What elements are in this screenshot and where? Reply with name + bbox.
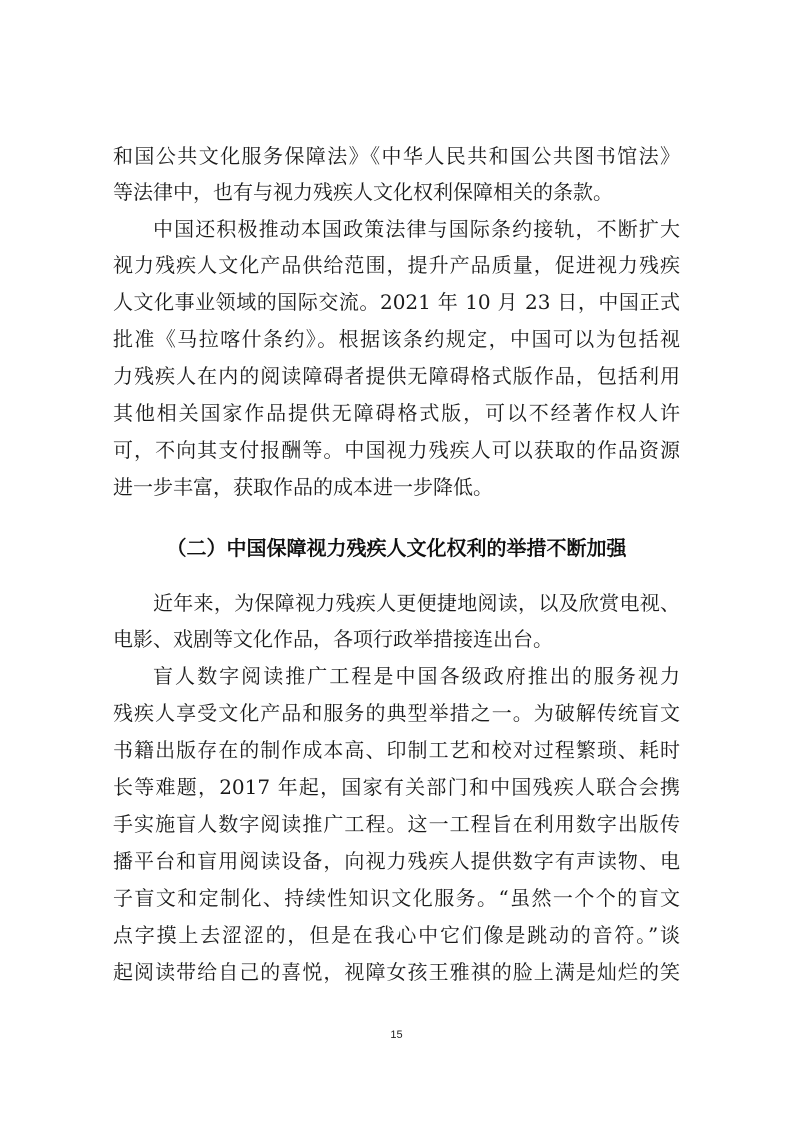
paragraph-2-line-1: 中国还积极推动本国政策法律与国际条约接轨，不断扩大 [153, 217, 680, 241]
paragraph-2-line-8: 进一步丰富，获取作品的成本进一步降低。 [113, 475, 493, 499]
paragraph-2-line-5: 力残疾人在内的阅读障碍者提供无障碍格式版作品，包括利用 [113, 364, 680, 388]
paragraph-4-line-1: 盲人数字阅读推广工程是中国各级政府推出的服务视力 [153, 664, 680, 688]
section-heading: （二）中国保障视力残疾人文化权利的举措不断加强 [166, 536, 627, 560]
paragraph-4-line-7: 子盲文和定制化、持续性知识文化服务。“虽然一个个的盲文 [113, 886, 680, 910]
paragraph-2-line-3: 人文化事业领域的国际交流。2021 年 10 月 23 日，中国正式 [113, 290, 680, 314]
paragraph-2-line-2: 视力残疾人文化产品供给范围，提升产品质量，促进视力残疾 [113, 253, 680, 277]
paragraph-2-line-6: 其他相关国家作品提供无障碍格式版，可以不经著作权人许 [113, 401, 680, 425]
paragraph-1-line-2: 等法律中，也有与视力残疾人文化权利保障相关的条款。 [113, 180, 613, 204]
paragraph-2-line-4: 批准《马拉喀什条约》。根据该条约规定，中国可以为包括视 [113, 327, 680, 351]
paragraph-4-line-8: 点字摸上去涩涩的，但是在我心中它们像是跳动的音符。”谈 [113, 923, 680, 947]
paragraph-3-line-1: 近年来，为保障视力残疾人更便捷地阅读，以及欣赏电视、 [153, 591, 680, 615]
paragraph-4-line-6: 播平台和盲用阅读设备，向视力残疾人提供数字有声读物、电 [113, 849, 680, 873]
paragraph-3-line-2: 电影、戏剧等文化作品，各项行政举措接连出台。 [113, 627, 553, 651]
paragraph-4-line-4: 长等难题，2017 年起，国家有关部门和中国残疾人联合会携 [113, 775, 680, 799]
paragraph-4-line-5: 手实施盲人数字阅读推广工程。这一工程旨在利用数字出版传 [113, 812, 680, 836]
paragraph-2-line-7: 可，不向其支付报酬等。中国视力残疾人可以获取的作品资源 [113, 438, 680, 462]
paragraph-4-line-3: 书籍出版存在的制作成本高、印制工艺和校对过程繁琐、耗时 [113, 738, 680, 762]
paragraph-1-line-1: 和国公共文化服务保障法》《中华人民共和国公共图书馆法》 [113, 144, 680, 168]
paragraph-4-line-9: 起阅读带给自己的喜悦，视障女孩王雅祺的脸上满是灿烂的笑 [113, 960, 680, 984]
page-number: 15 [390, 1029, 403, 1041]
paragraph-4-line-2: 残疾人享受文化产品和服务的典型举措之一。为破解传统盲文 [113, 701, 680, 725]
